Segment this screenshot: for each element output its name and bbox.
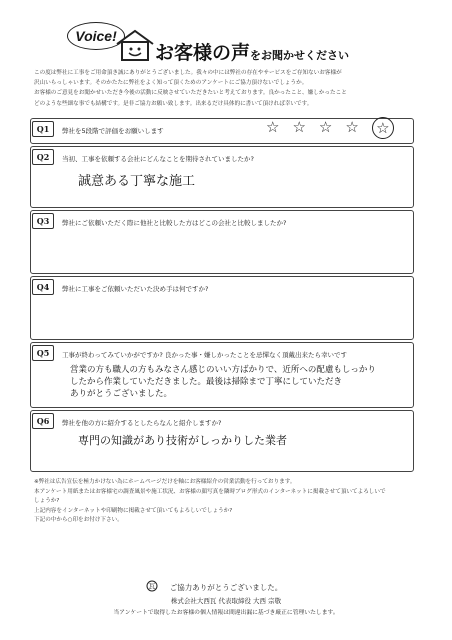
note-line: しょうか? <box>34 498 60 504</box>
handwritten-answer <box>70 364 376 400</box>
rating-stars <box>266 120 394 139</box>
answer-line: ありがとうございました。 <box>70 389 173 399</box>
question-text: 当初、工事を依頼する会社にどんなことを期待されていましたか? <box>62 155 254 163</box>
question-text: 弊社を5段階で評価をお願いします <box>62 127 164 135</box>
question-label: Q4 <box>32 279 54 295</box>
question-label: Q3 <box>32 213 54 229</box>
title-sub: をお聞かせください <box>250 49 350 62</box>
house-smile-icon <box>115 28 155 62</box>
closing-thanks: ご協力ありがとうございました。 <box>169 583 283 592</box>
intro-line: 沢山いらっしゃいます。そのかたたに弊社をよく知って頂くためのアンケートにご協力頂けないでしょうか。 <box>34 80 308 87</box>
question-text: 弊社に工事をご依頼いただいた決め手は何ですか? <box>62 285 209 293</box>
intro-text <box>34 68 426 109</box>
question-label: Q1 <box>32 121 54 137</box>
answer-line: 営業の方も職人の方もみなさん感じのいい方ばかりで、近所への配慮もしっかり <box>70 365 376 375</box>
handwritten-answer: 誠意ある丁寧な施工 <box>78 174 196 189</box>
note-line: 上記内容をインターネットや印刷物に掲載させて頂いてもよろしいでしょうか? <box>34 507 233 514</box>
star-selected-icon: ☆ <box>372 117 394 139</box>
privacy-note: 当アンケートで取得したお客様の個人情報は間違出漏に基づき厳正に管理いたします。 <box>113 610 339 616</box>
question-label: Q2 <box>32 149 54 165</box>
question-text: 弊社を他の方に紹介するとしたらなんと紹介しますか? <box>62 419 222 427</box>
star-icon: ☆ <box>266 118 280 136</box>
intro-line: どのような些細な事でも結構です。是非ご協力お願い致します。出来るだけ具体的に書いて頂ければ幸いです。 <box>34 100 313 107</box>
answer-line: したから作業していただきました。最後は掃除まで丁寧にしていただき <box>70 377 343 387</box>
question-label: Q5 <box>32 345 54 361</box>
question-label: Q6 <box>32 413 54 429</box>
title-main: お客様の声 <box>155 42 251 64</box>
note-line: ※弊社は広告宣伝を極力かけない為にホームページだけを軸にお客様紹介の営業活動を行っております。 <box>34 479 296 485</box>
handwritten-answer: 専門の知識があり技術がしっかりした業者 <box>78 434 287 447</box>
header <box>0 0 452 70</box>
intro-line: この度は弊社に工事をご用命頂き誠にありがとうございました。我々の中には弊社の存在やサービスをご存知ないお客様が <box>34 70 342 76</box>
question-text: 工事が終わってみていかがですか? 良かった事・嫌しかったことを忌憚なく頂戴出来たら幸いです <box>62 351 347 359</box>
footer-notes <box>34 478 424 526</box>
star-icon: ☆ <box>345 118 359 136</box>
page-title <box>155 38 349 65</box>
voice-badge: Voice! <box>67 22 125 50</box>
intro-line: お客様のご意見をお聞かせいただき今後の活動に反映させていただきたいと考えております。良かったこと、嫌しかったこと <box>34 90 347 97</box>
company-name: 株式会社大西瓦 代表取締役 大西 宗敬 <box>170 597 282 605</box>
svg-text:瓦: 瓦 <box>148 582 156 591</box>
question-text: 弊社にご依頼いただく際に他社と比較した方はどこの会社と比較しましたか? <box>62 219 287 227</box>
note-line: 下記の中から○印をお付け下さい。 <box>34 517 123 523</box>
note-line: 本アンケート用紙またはお客様宅の調査風景や施工状況、お客様の顔写真を隣時ブログ形式のインターネットに掲載させて頂いてよろしいで <box>34 488 386 495</box>
star-icon: ☆ <box>318 118 333 136</box>
star-icon: ☆ <box>292 118 306 136</box>
